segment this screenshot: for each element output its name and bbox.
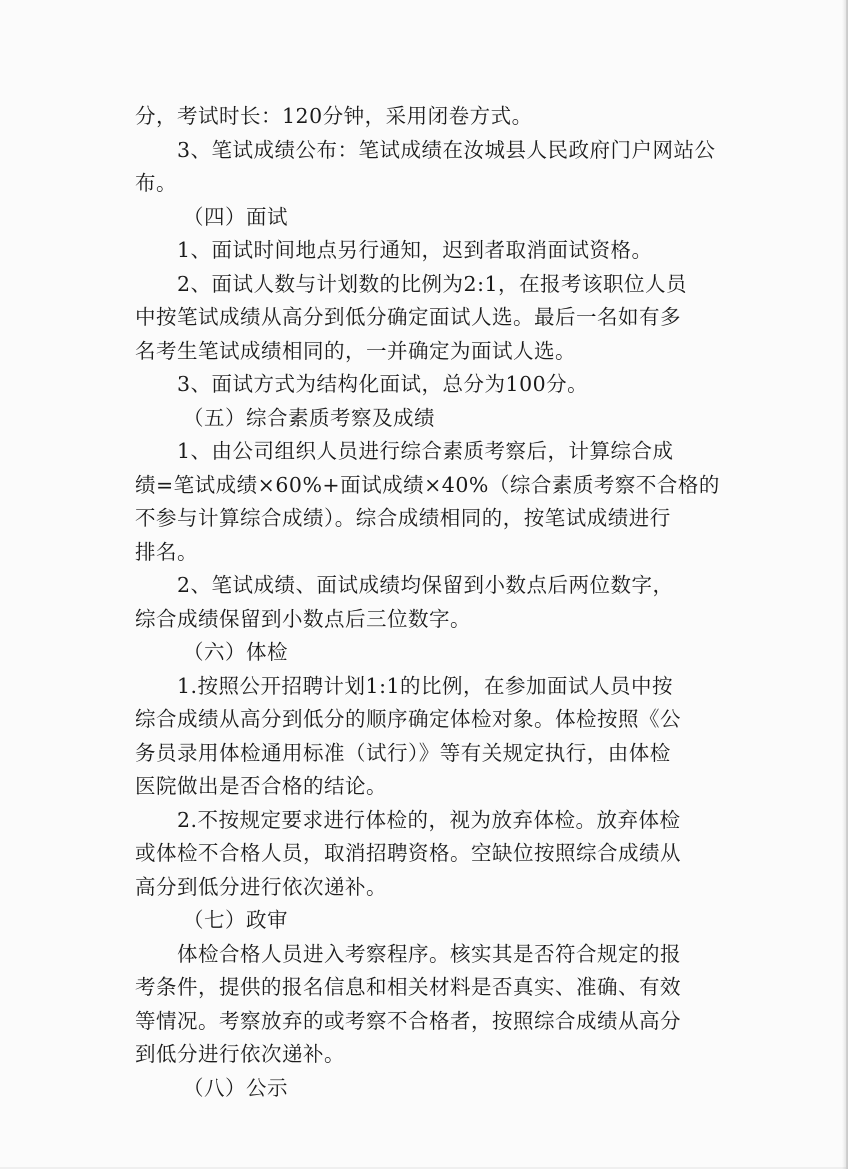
paragraph-line: 布。: [135, 171, 177, 195]
paragraph-line: 或体检不合格人员，取消招聘资格。空缺位按照综合成绩从: [135, 841, 681, 865]
section-heading: （六）体检: [183, 640, 288, 664]
paragraph-line: 不参与计算综合成绩）。综合成绩相同的，按笔试成绩进行: [135, 506, 671, 530]
paragraph-line: 1、面试时间地点另行通知，迟到者取消面试资格。: [177, 238, 653, 262]
paragraph-line: 2.不按规定要求进行体检的，视为放弃体检。放弃体检: [177, 807, 681, 832]
page-edge-shadow: [842, 0, 848, 1169]
paragraph-line: 排名。: [135, 539, 198, 564]
document-body: [135, 100, 720, 1105]
section-heading: （七）政审: [183, 908, 288, 932]
paragraph-line: 分，考试时长：120分钟，采用闭卷方式。: [135, 104, 533, 128]
paragraph-line: 务员录用体检通用标准（试行）》等有关规定执行，由体检: [135, 740, 671, 765]
paragraph-line: 1、由公司组织人员进行综合素质考察后，计算综合成: [177, 439, 674, 463]
paragraph-line: 高分到低分进行依次递补。: [135, 874, 387, 899]
paragraph-line: 绩=笔试成绩×60%+面试成绩×40%（综合素质考察不合格的: [135, 472, 720, 497]
section-heading: （八）公示: [183, 1075, 288, 1100]
section-heading: （四）面试: [183, 204, 288, 229]
section-heading: （五）综合素质考察及成绩: [183, 405, 435, 430]
paragraph-line: 综合成绩从高分到低分的顺序确定体检对象。体检按照《公: [135, 707, 681, 731]
paragraph-line: 中按笔试成绩从高分到低分确定面试人选。最后一名如有多: [135, 305, 681, 329]
paragraph-line: 到低分进行依次递补。: [135, 1042, 345, 1066]
paragraph-line: 1.按照公开招聘计划1:1的比例，在参加面试人员中按: [177, 673, 674, 698]
paragraph-line: 2、笔试成绩、面试成绩均保留到小数点后两位数字，: [177, 573, 674, 597]
paragraph-line: 3、笔试成绩公布：笔试成绩在汝城县人民政府门户网站公: [177, 137, 716, 162]
paragraph-line: 2、面试人数与计划数的比例为2:1，在报考该职位人员: [177, 271, 688, 296]
paragraph-line: 考条件，提供的报名信息和相关材料是否真实、准确、有效: [135, 975, 681, 999]
paragraph-line: 3、面试方式为结构化面试，总分为100分。: [177, 372, 589, 396]
paragraph-line: 医院做出是否合格的结论。: [135, 774, 387, 798]
paragraph-line: 体检合格人员进入考察程序。核实其是否符合规定的报: [177, 941, 681, 966]
paragraph-line: 等情况。考察放弃的或考察不合格者，按照综合成绩从高分: [135, 1008, 681, 1033]
paragraph-line: 综合成绩保留到小数点后三位数字。: [135, 606, 471, 631]
paragraph-line: 名考生笔试成绩相同的，一并确定为面试人选。: [135, 338, 576, 363]
